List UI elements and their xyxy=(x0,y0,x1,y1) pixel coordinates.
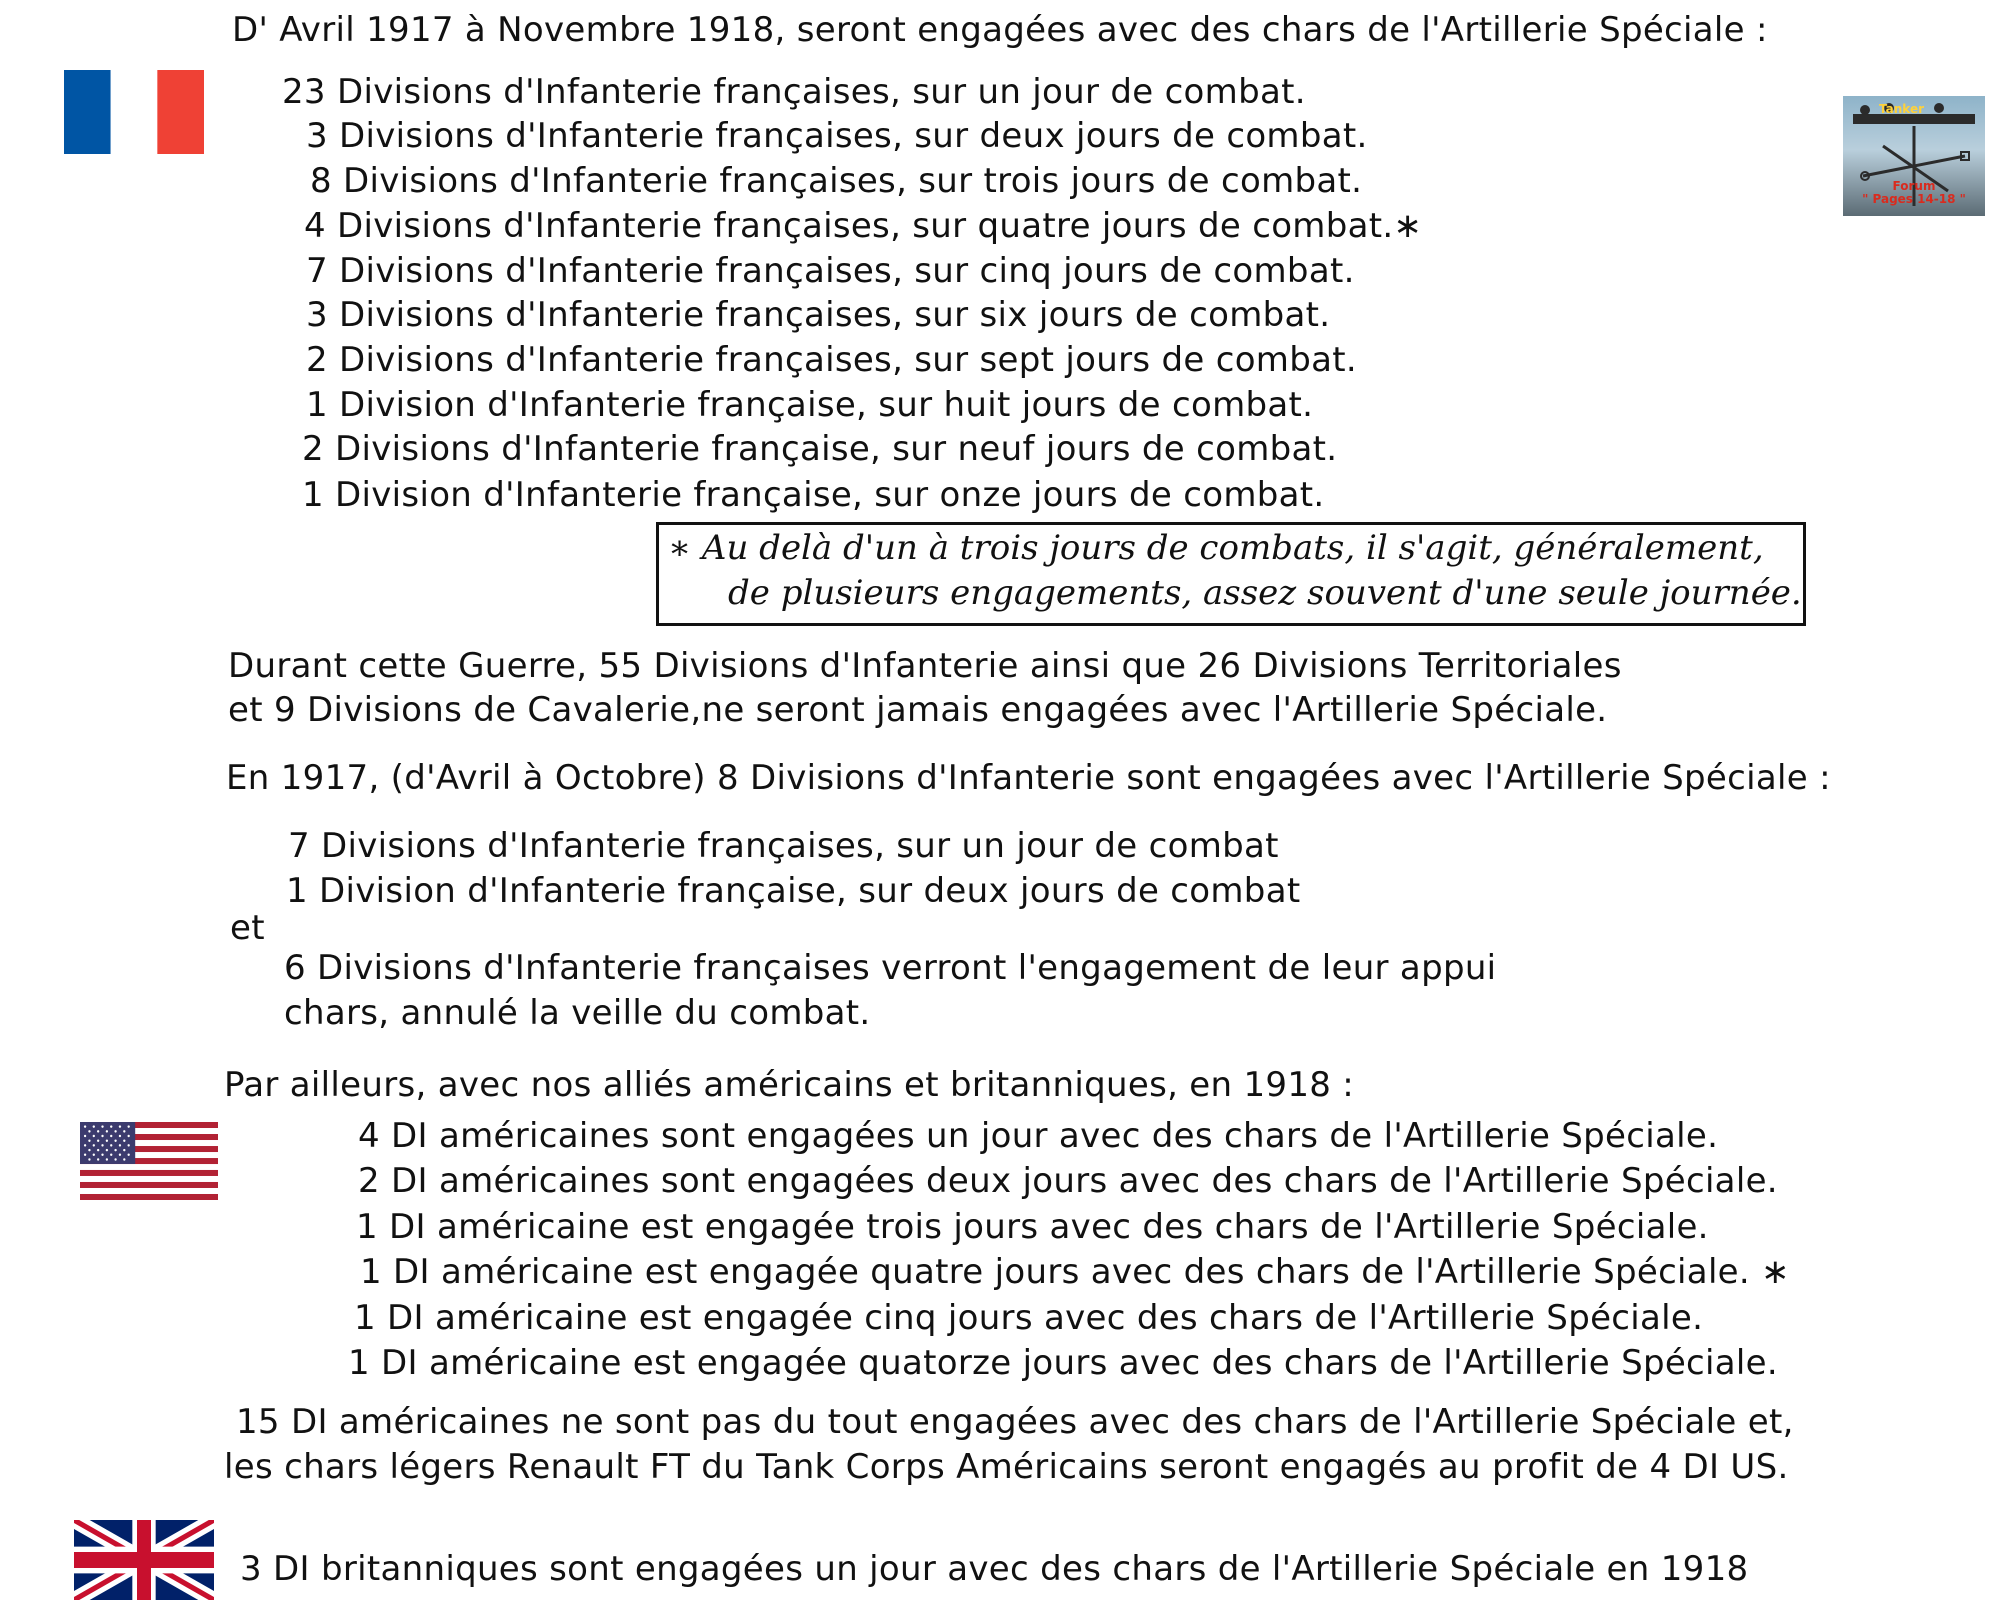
french-list-item: 1 Division d'Infanterie française, sur onze jours de combat. xyxy=(302,475,1325,515)
durant-line-2: et 9 Divisions de Cavalerie,ne seront jamais engagées avec l'Artillerie Spéciale. xyxy=(228,690,1608,730)
french-list-item: 8 Divisions d'Infanterie françaises, sur trois jours de combat. xyxy=(310,161,1363,201)
en1917-cancelled-line: 6 Divisions d'Infanterie françaises verront l'engagement de leur appui xyxy=(284,948,1497,988)
british-line: 3 DI britanniques sont engagées un jour avec des chars de l'Artillerie Spéciale en 1918 xyxy=(240,1549,1749,1589)
allies-heading: Par ailleurs, avec nos alliés américains et britanniques, en 1918 : xyxy=(224,1065,1355,1105)
french-list-item: 1 Division d'Infanterie française, sur huit jours de combat. xyxy=(306,385,1314,425)
french-list-item: 23 Divisions d'Infanterie françaises, sur un jour de combat. xyxy=(282,72,1306,112)
header-text: D' Avril 1917 à Novembre 1918, seront engagées avec des chars de l'Artillerie Spéciale : xyxy=(232,10,1768,50)
us-list-item: 1 DI américaine est engagée quatorze jours avec des chars de l'Artillerie Spéciale. xyxy=(348,1343,1779,1383)
logo-top-text: Tanker xyxy=(1879,102,1924,116)
en1917-heading: En 1917, (d'Avril à Octobre) 8 Divisions d'Infanterie sont engagées avec l'Artillerie Spéciale : xyxy=(226,758,1831,798)
french-list-item: 2 Divisions d'Infanterie française, sur neuf jours de combat. xyxy=(302,429,1338,469)
logo-bottom-line-2: " Pages 14-18 " xyxy=(1862,192,1966,206)
us-list-item: 2 DI américaines sont engagées deux jours avec des chars de l'Artillerie Spéciale. xyxy=(358,1161,1778,1201)
en1917-et: et xyxy=(230,908,265,948)
us-flag-icon xyxy=(80,1122,218,1200)
us-summary-line: 15 DI américaines ne sont pas du tout engagées avec des chars de l'Artillerie Spéciale et, xyxy=(236,1402,1794,1442)
uk-flag-icon xyxy=(74,1520,214,1600)
us-list-item: 4 DI américaines sont engagées un jour avec des chars de l'Artillerie Spéciale. xyxy=(358,1116,1719,1156)
footnote-line-1: ∗ Au delà d'un à trois jours de combats, il s'agit, généralement, xyxy=(668,528,1764,568)
en1917-item: 7 Divisions d'Infanterie françaises, sur un jour de combat xyxy=(288,826,1279,866)
durant-line-1: Durant cette Guerre, 55 Divisions d'Infanterie ainsi que 26 Divisions Territoriales xyxy=(228,646,1622,686)
french-list-item: 3 Divisions d'Infanterie françaises, sur deux jours de combat. xyxy=(306,116,1368,156)
forum-logo xyxy=(1843,96,1985,216)
french-flag-icon xyxy=(64,70,204,154)
french-list-item: 3 Divisions d'Infanterie françaises, sur six jours de combat. xyxy=(306,295,1331,335)
footnote-line-2: de plusieurs engagements, assez souvent d'une seule journée. xyxy=(728,573,1802,613)
en1917-cancelled-line: chars, annulé la veille du combat. xyxy=(284,993,871,1033)
french-list-item: 2 Divisions d'Infanterie françaises, sur sept jours de combat. xyxy=(306,340,1357,380)
logo-bottom-line-1: Forum xyxy=(1892,179,1936,193)
us-summary-line: les chars légers Renault FT du Tank Corps Américains seront engagés au profit de 4 DI US. xyxy=(224,1447,1789,1487)
us-list-item: 1 DI américaine est engagée cinq jours avec des chars de l'Artillerie Spéciale. xyxy=(354,1298,1704,1338)
french-list-item: 4 Divisions d'Infanterie françaises, sur quatre jours de combat.∗ xyxy=(304,206,1423,246)
logo-bottom-text xyxy=(1855,180,1973,206)
en1917-item: 1 Division d'Infanterie française, sur deux jours de combat xyxy=(286,871,1301,911)
french-list-item: 7 Divisions d'Infanterie françaises, sur cinq jours de combat. xyxy=(306,251,1355,291)
us-list-item: 1 DI américaine est engagée quatre jours avec des chars de l'Artillerie Spéciale. ∗ xyxy=(360,1252,1790,1292)
us-list-item: 1 DI américaine est engagée trois jours avec des chars de l'Artillerie Spéciale. xyxy=(356,1207,1709,1247)
